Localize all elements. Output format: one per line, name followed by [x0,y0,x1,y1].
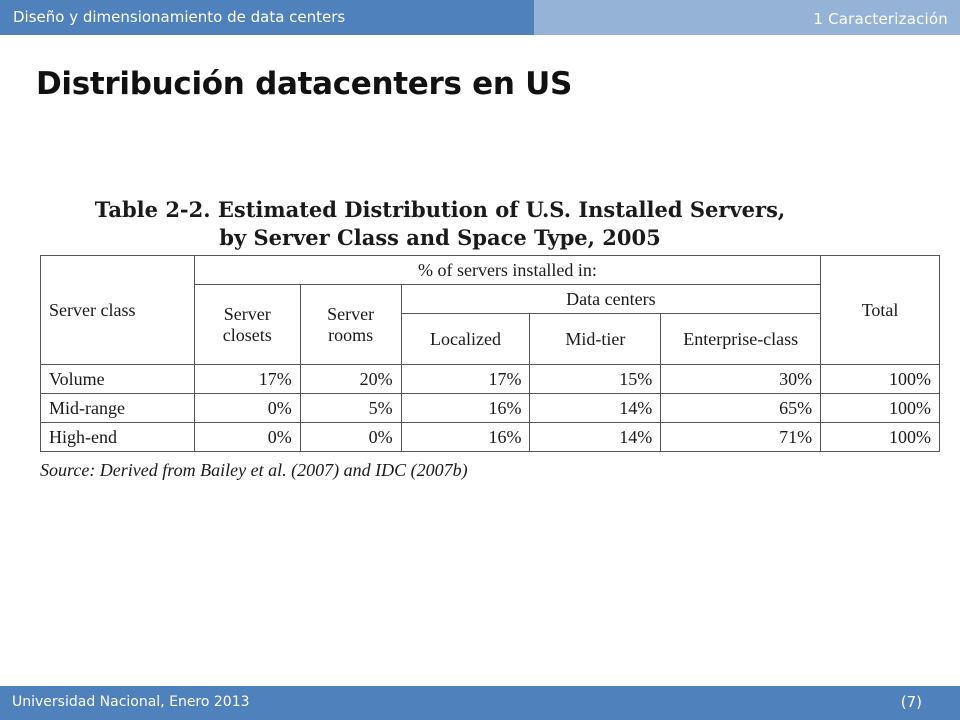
slide-title: Distribución datacenters en US [36,66,573,102]
cell-midtier: 14% [530,394,661,423]
header-server-class: Server class [41,256,195,365]
cell-enterprise: 65% [661,394,821,423]
course-title: Diseño y dimensionamiento de data centers [13,8,346,26]
header-server-rooms: Server rooms [300,285,401,365]
header-left-band [0,0,534,35]
table-row [41,365,940,394]
row-label: Mid-range [41,394,195,423]
table-source-note: Source: Derived from Bailey et al. (2007) and IDC (2007b) [40,460,468,480]
cell-total: 100% [821,423,940,452]
cell-rooms: 0% [300,423,401,452]
table-caption-line-2: by Server Class and Space Type, 2005 [219,225,661,250]
cell-total: 100% [821,394,940,423]
cell-closets: 0% [194,394,300,423]
header-mid-tier: Mid-tier [530,314,661,365]
cell-closets: 0% [194,423,300,452]
servers-table [40,255,940,452]
cell-localized: 16% [401,394,530,423]
header-server-closets: Server closets [194,285,300,365]
cell-rooms: 20% [300,365,401,394]
cell-localized: 17% [401,365,530,394]
header-total: Total [821,256,940,365]
cell-enterprise: 30% [661,365,821,394]
cell-midtier: 15% [530,365,661,394]
table-caption [40,196,940,252]
footer-institution: Universidad Nacional, Enero 2013 [12,694,250,710]
header-bar [0,0,960,35]
cell-closets: 17% [194,365,300,394]
row-label: Volume [41,365,195,394]
section-label: 1 Caracterización [813,10,948,28]
cell-rooms: 5% [300,394,401,423]
header-localized: Localized [401,314,530,365]
footer-bar [0,686,960,720]
cell-localized: 16% [401,423,530,452]
header-data-centers: Data centers [401,285,821,314]
table-row [41,394,940,423]
table-row [41,423,940,452]
header-right-band [534,0,960,35]
header-enterprise-class: Enterprise-class [661,314,821,365]
cell-midtier: 14% [530,423,661,452]
row-label: High-end [41,423,195,452]
header-percent-installed: % of servers installed in: [194,256,820,285]
page-number: (7) [900,693,922,711]
cell-total: 100% [821,365,940,394]
cell-enterprise: 71% [661,423,821,452]
table-caption-line-1: Table 2-2. Estimated Distribution of U.S. Installed Servers, [94,197,786,222]
